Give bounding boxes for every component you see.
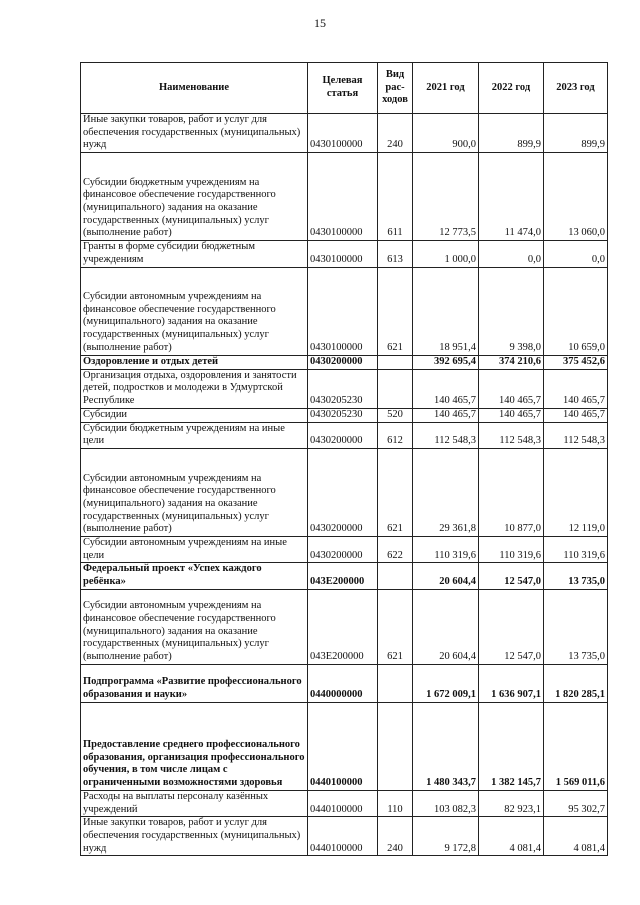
row-value-2023: 1 820 285,1 [544, 664, 608, 702]
row-value-2023: 112 548,3 [544, 422, 608, 448]
row-type: 240 [378, 817, 413, 856]
row-value-2022: 0,0 [479, 241, 544, 267]
row-type: 613 [378, 241, 413, 267]
row-value-2021: 20 604,4 [413, 589, 479, 664]
row-value-2021: 140 465,7 [413, 369, 479, 408]
table-row [81, 369, 608, 408]
row-code: 0430100000 [308, 114, 378, 153]
row-code: 0430100000 [308, 241, 378, 267]
row-name: Субсидии автономным учреждениям на финансовое обеспечение государственного (муниципального) задания на оказание государственных (муниципальных) услуг (выполнение работ) [81, 589, 308, 664]
row-code: 0430200000 [308, 449, 378, 537]
table-row [81, 114, 608, 153]
row-code: 0430205230 [308, 408, 378, 422]
row-code: 0440000000 [308, 664, 378, 702]
table-row [81, 241, 608, 267]
row-name: Гранты в форме субсидии бюджетным учреждениям [81, 241, 308, 267]
row-code: 043Е200000 [308, 563, 378, 589]
row-value-2021: 112 548,3 [413, 422, 479, 448]
row-value-2022: 12 547,0 [479, 589, 544, 664]
row-value-2021: 1 000,0 [413, 241, 479, 267]
row-value-2023: 95 302,7 [544, 790, 608, 816]
row-value-2022: 112 548,3 [479, 422, 544, 448]
header-2022: 2022 год [479, 63, 544, 114]
row-value-2023: 110 319,6 [544, 537, 608, 563]
row-value-2023: 899,9 [544, 114, 608, 153]
table-row [81, 355, 608, 369]
budget-table [80, 62, 608, 856]
row-type [378, 664, 413, 702]
row-code: 0430205230 [308, 369, 378, 408]
row-code: 0430100000 [308, 153, 378, 241]
row-value-2023: 0,0 [544, 241, 608, 267]
row-code: 0430100000 [308, 267, 378, 355]
row-value-2022: 4 081,4 [479, 817, 544, 856]
row-value-2022: 12 547,0 [479, 563, 544, 589]
header-2021: 2021 год [413, 63, 479, 114]
row-name: Субсидии бюджетным учреждениям на иные цели [81, 422, 308, 448]
row-value-2023: 13 060,0 [544, 153, 608, 241]
table-row [81, 817, 608, 856]
row-name: Субсидии автономным учреждениям на финансовое обеспечение государственного (муниципального) задания на оказание государственных (муниципальных) услуг (выполнение работ) [81, 449, 308, 537]
row-type: 622 [378, 537, 413, 563]
table-row [81, 422, 608, 448]
header-code: Целевая статья [308, 63, 378, 114]
row-value-2023: 375 452,6 [544, 355, 608, 369]
row-code: 0430200000 [308, 537, 378, 563]
row-value-2021: 900,0 [413, 114, 479, 153]
row-value-2021: 9 172,8 [413, 817, 479, 856]
table-row [81, 153, 608, 241]
table-row [81, 408, 608, 422]
row-code: 0430200000 [308, 422, 378, 448]
row-value-2023: 140 465,7 [544, 408, 608, 422]
row-value-2021: 1 672 009,1 [413, 664, 479, 702]
table-row [81, 589, 608, 664]
table-row [81, 702, 608, 790]
row-code: 0430200000 [308, 355, 378, 369]
row-value-2022: 140 465,7 [479, 369, 544, 408]
row-name: Субсидии бюджетным учреждениям на финансовое обеспечение государственного (муниципального) задания на оказание государственных (муниципальных) услуг (выполнение работ) [81, 153, 308, 241]
row-code: 0440100000 [308, 702, 378, 790]
row-code: 0440100000 [308, 817, 378, 856]
row-value-2021: 18 951,4 [413, 267, 479, 355]
row-value-2022: 11 474,0 [479, 153, 544, 241]
row-value-2023: 10 659,0 [544, 267, 608, 355]
row-type [378, 702, 413, 790]
header-2023: 2023 год [544, 63, 608, 114]
row-name: Расходы на выплаты персоналу казённых учреждений [81, 790, 308, 816]
row-value-2022: 140 465,7 [479, 408, 544, 422]
table-row [81, 267, 608, 355]
row-value-2021: 29 361,8 [413, 449, 479, 537]
row-type: 612 [378, 422, 413, 448]
row-name: Оздоровление и отдых детей [81, 355, 308, 369]
row-name: Федеральный проект «Успех каждого ребёнка» [81, 563, 308, 589]
row-name: Организация отдыха, оздоровления и занятости детей, подростков и молодежи в Удмуртской Республике [81, 369, 308, 408]
row-type: 240 [378, 114, 413, 153]
row-type: 621 [378, 589, 413, 664]
row-value-2023: 4 081,4 [544, 817, 608, 856]
row-value-2021: 140 465,7 [413, 408, 479, 422]
row-value-2022: 899,9 [479, 114, 544, 153]
row-type [378, 355, 413, 369]
row-code: 0440100000 [308, 790, 378, 816]
row-value-2022: 82 923,1 [479, 790, 544, 816]
table-row [81, 537, 608, 563]
row-code: 043Е200000 [308, 589, 378, 664]
row-type: 621 [378, 267, 413, 355]
row-name: Иные закупки товаров, работ и услуг для обеспечения государственных (муниципальных) нужд [81, 114, 308, 153]
row-value-2021: 103 082,3 [413, 790, 479, 816]
row-value-2022: 374 210,6 [479, 355, 544, 369]
row-value-2022: 110 319,6 [479, 537, 544, 563]
row-value-2023: 1 569 011,6 [544, 702, 608, 790]
table-row [81, 664, 608, 702]
row-value-2022: 9 398,0 [479, 267, 544, 355]
row-value-2021: 110 319,6 [413, 537, 479, 563]
row-type [378, 369, 413, 408]
row-value-2023: 13 735,0 [544, 563, 608, 589]
header-type: Вид рас-ходов [378, 63, 413, 114]
row-type [378, 563, 413, 589]
row-value-2021: 12 773,5 [413, 153, 479, 241]
row-value-2021: 20 604,4 [413, 563, 479, 589]
row-value-2021: 1 480 343,7 [413, 702, 479, 790]
row-value-2022: 1 382 145,7 [479, 702, 544, 790]
row-value-2022: 1 636 907,1 [479, 664, 544, 702]
row-value-2023: 140 465,7 [544, 369, 608, 408]
table-row [81, 563, 608, 589]
row-name: Субсидии автономным учреждениям на иные цели [81, 537, 308, 563]
row-name: Субсидии автономным учреждениям на финансовое обеспечение государственного (муниципального) задания на оказание государственных (муниципальных) услуг (выполнение работ) [81, 267, 308, 355]
header-name: Наименование [81, 63, 308, 114]
row-value-2023: 12 119,0 [544, 449, 608, 537]
table-header-row [81, 63, 608, 114]
row-type: 621 [378, 449, 413, 537]
page-number: 15 [314, 16, 326, 30]
row-value-2023: 13 735,0 [544, 589, 608, 664]
row-type: 611 [378, 153, 413, 241]
row-name: Подпрограмма «Развитие профессионального образования и науки» [81, 664, 308, 702]
table-row [81, 790, 608, 816]
row-name: Предоставление среднего профессионального образования, организация профессионального обучения, в том числе лицам с ограниченными возможностями здоровья [81, 702, 308, 790]
row-type: 520 [378, 408, 413, 422]
row-value-2021: 392 695,4 [413, 355, 479, 369]
row-value-2022: 10 877,0 [479, 449, 544, 537]
row-name: Иные закупки товаров, работ и услуг для обеспечения государственных (муниципальных) нужд [81, 817, 308, 856]
row-type: 110 [378, 790, 413, 816]
table-row [81, 449, 608, 537]
row-name: Субсидии [81, 408, 308, 422]
